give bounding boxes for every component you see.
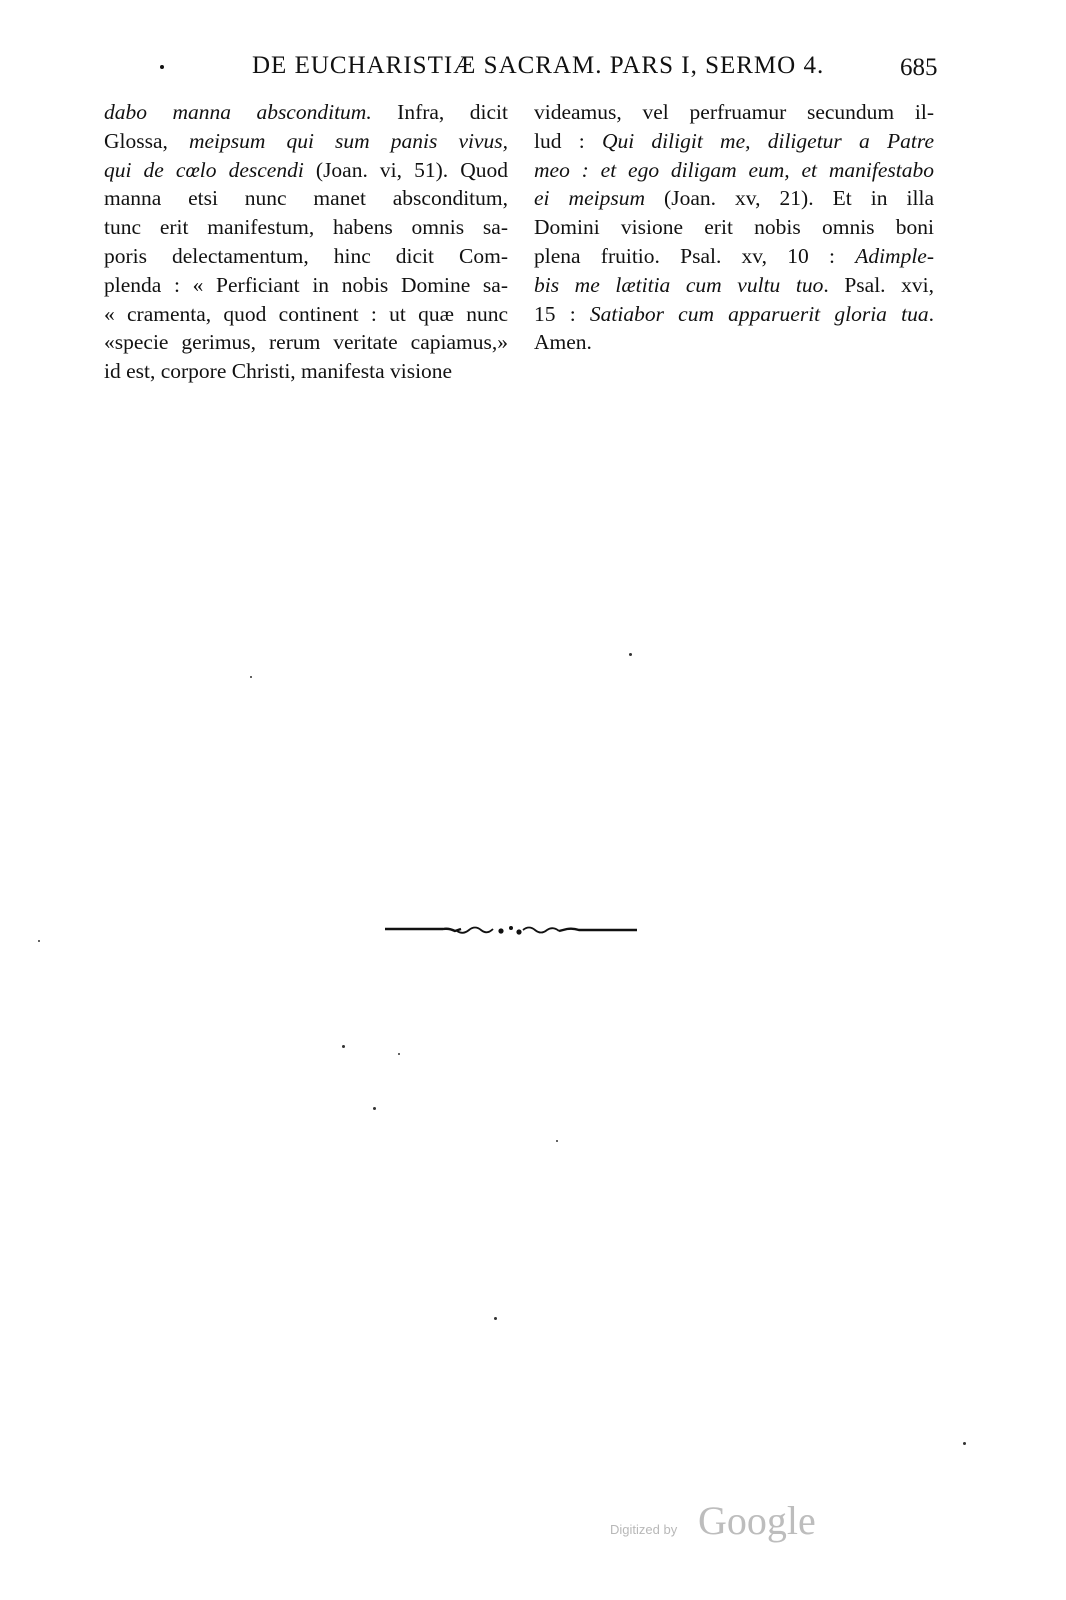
body-text: tunc erit manifestum, habens omnis sa- — [104, 215, 508, 240]
body-text: (Joan. xv, 21). Et in illa — [645, 186, 934, 211]
italic-text: bis me lætitia cum vultu tuo — [534, 272, 824, 297]
left-column — [104, 98, 508, 386]
right-line — [534, 300, 934, 329]
speck — [629, 653, 632, 656]
body-text: manna etsi nunc manet absconditum, — [104, 186, 508, 211]
speck — [494, 1317, 497, 1320]
left-line — [104, 127, 508, 156]
body-text: Glossa, — [104, 128, 189, 153]
body-text: plenda : « Perficiant in nobis Domine sa- — [104, 272, 508, 297]
left-line — [104, 156, 508, 185]
speck — [556, 1140, 558, 1142]
italic-text: qui de cœlo descendi — [104, 157, 304, 182]
body-text: Domini visione erit nobis omnis boni — [534, 215, 934, 240]
italic-text: ei meipsum — [534, 186, 645, 211]
right-line — [534, 98, 934, 127]
watermark-prefix: Digitized by — [610, 1522, 678, 1537]
body-text: « cramenta, quod continent : ut quæ nunc — [104, 301, 508, 326]
italic-text: Qui diligit me, diligetur a Patre — [601, 128, 934, 153]
body-text: poris delectamentum, hinc dicit Com- — [104, 243, 508, 268]
google-logo — [696, 1496, 826, 1546]
left-line — [104, 213, 508, 242]
left-line — [104, 184, 508, 213]
speck — [398, 1053, 400, 1055]
running-header — [0, 52, 1066, 86]
body-text: . Psal. xvi, — [823, 272, 934, 297]
left-line — [104, 242, 508, 271]
speck — [250, 676, 252, 678]
body-text: . — [928, 301, 934, 326]
right-column — [534, 98, 934, 357]
speck — [963, 1442, 966, 1445]
header-title: DE EUCHARISTIÆ SACRAM. PARS I, SERMO 4. — [252, 52, 825, 79]
right-line — [534, 271, 934, 300]
speck — [342, 1045, 345, 1048]
left-line — [104, 357, 508, 386]
body-text: «specie gerimus, rerum veritate capiamus,» — [104, 330, 508, 355]
italic-text: Adimple- — [855, 243, 934, 268]
italic-text: meo : et ego diligam eum, et manifestabo — [534, 157, 934, 182]
body-text: Infra, dicit — [371, 100, 508, 124]
body-text: lud : — [534, 128, 602, 153]
page-number: 685 — [900, 54, 938, 81]
body-text: Amen. — [534, 330, 592, 355]
right-line — [534, 127, 934, 156]
body-text: id est, corpore Christi, manifesta visione — [104, 359, 453, 384]
body-text: (Joan. vi, 51). Quod — [303, 157, 508, 182]
body-text: videamus, vel perfruamur secundum il- — [534, 100, 934, 124]
right-line — [534, 328, 934, 357]
digitized-by-google-watermark — [610, 1496, 870, 1546]
speck — [38, 940, 40, 942]
speck — [373, 1107, 376, 1110]
body-text: 15 : — [534, 301, 590, 326]
body-text: plena fruitio. Psal. xv, 10 : — [534, 243, 856, 268]
right-line — [534, 213, 934, 242]
left-line — [104, 300, 508, 329]
left-line — [104, 98, 508, 127]
ornament-divider — [383, 921, 639, 939]
italic-text: meipsum qui sum panis vivus, — [188, 128, 508, 153]
right-line — [534, 184, 934, 213]
svg-text:Google: Google — [698, 1498, 816, 1543]
left-line — [104, 271, 508, 300]
right-line — [534, 242, 934, 271]
italic-text: Satiabor cum apparuerit gloria tua — [589, 301, 929, 326]
left-line — [104, 328, 508, 357]
italic-text: dabo manna absconditum. — [104, 100, 372, 124]
header-dot — [160, 65, 164, 69]
right-line — [534, 156, 934, 185]
